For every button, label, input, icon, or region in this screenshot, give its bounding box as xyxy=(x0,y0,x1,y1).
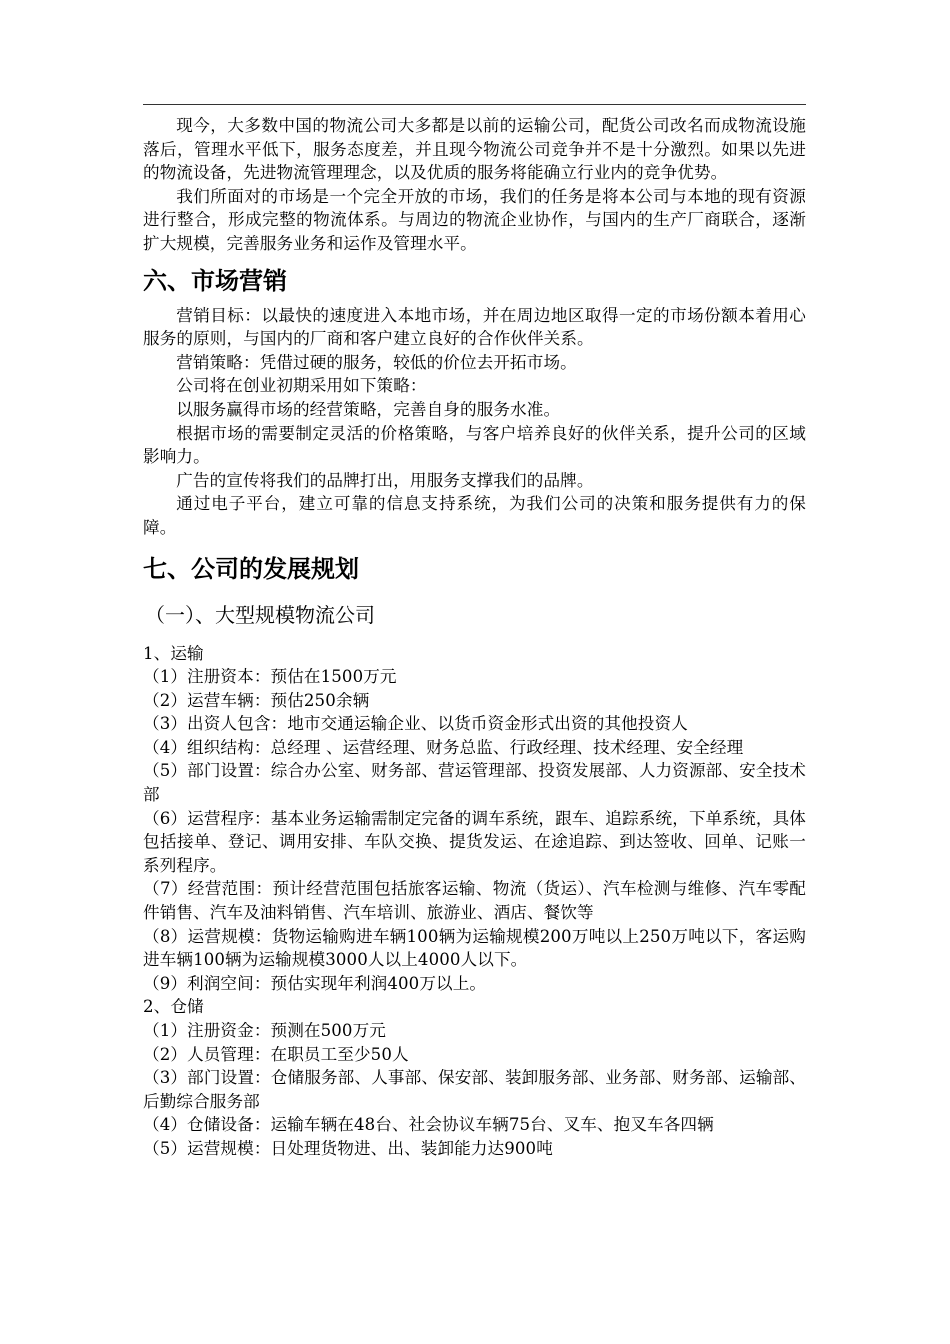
transport-item: （3）出资人包含：地市交通运输企业、以货币资金形式出资的其他投资人 xyxy=(143,714,688,734)
transport-item: （6）运营程序：基本业务运输需制定完备的调车系统，跟车、追踪系统，下单系统，具体包括接单、登记、调用安排、车队交换、提货发运、在途追踪、到达签收、回单、记账一系列程序。 xyxy=(143,808,806,875)
section-heading-marketing: 六、市场营销 xyxy=(143,266,287,295)
storage-item: （1）注册资金：预测在500万元 xyxy=(143,1021,386,1040)
transport-item: （9）利润空间：预估实现年利润400万以上。 xyxy=(143,973,487,993)
header-rule xyxy=(143,104,806,105)
marketing-paragraph: 根据市场的需要制定灵活的价格策略，与客户培养良好的伙伴关系，提升公司的区域影响力。 xyxy=(143,423,806,467)
marketing-paragraph: 广告的宣传将我们的品牌打出，用服务支撑我们的品牌。 xyxy=(176,470,594,490)
storage-item: （5）运营规模：日处理货物进、出、装卸能力达900吨 xyxy=(143,1138,553,1158)
marketing-paragraph: 营销目标：以最快的速度进入本地市场，并在周边地区取得一定的市场份额本着用心服务的原则，与国内的厂商和客户建立良好的合作伙伴关系。 xyxy=(143,305,806,349)
section-heading-development-plan: 七、公司的发展规划 xyxy=(143,554,359,583)
transport-item: （2）运营车辆：预估250余辆 xyxy=(143,690,370,710)
transport-heading: 1、运输 xyxy=(143,643,204,663)
intro-paragraph: 现今，大多数中国的物流公司大多都是以前的运输公司，配货公司改名而成物流设施落后，管理水平低下，服务态度差，并且现今物流公司竞争并不是十分激烈。如果以先进的物流设备，先进物流管理理念，以及优质的服务将能确立行业内的竞争优势。 xyxy=(143,116,806,183)
marketing-paragraph: 公司将在创业初期采用如下策略： xyxy=(176,376,427,396)
subsection-heading-large-logistics: （一）、大型规模物流公司 xyxy=(145,602,375,627)
marketing-paragraph: 营销策略：凭借过硬的服务，较低的价位去开拓市场。 xyxy=(176,352,577,372)
transport-item: （5）部门设置：综合办公室、财务部、营运管理部、投资发展部、人力资源部、安全技术部 xyxy=(143,761,806,805)
transport-item: （7）经营范围：预计经营范围包括旅客运输、物流（货运）、汽车检测与维修、汽车零配件销售、汽车及油料销售、汽车培训、旅游业、酒店、餐饮等 xyxy=(143,879,806,923)
storage-item: （3）部门设置：仓储服务部、人事部、保安部、装卸服务部、业务部、财务部、运输部、后勤综合服务部 xyxy=(143,1068,806,1111)
storage-heading: 2、仓储 xyxy=(143,997,204,1017)
transport-item: （1）注册资本：预估在1500万元 xyxy=(143,667,397,687)
intro-paragraph: 我们所面对的市场是一个完全开放的市场，我们的任务是将本公司与本地的现有资源进行整合，形成完整的物流体系。与周边的物流企业协作，与国内的生产厂商联合，逐渐扩大规模，完善服务业务和运作及管理水平。 xyxy=(143,186,806,253)
marketing-paragraph: 通过电子平台，建立可靠的信息支持系统，为我们公司的决策和服务提供有力的保障。 xyxy=(143,494,806,537)
transport-item: （8）运营规模：货物运输购进车辆100辆为运输规模200万吨以上250万吨以下，客运购进车辆100辆为运输规模3000人以上4000人以下。 xyxy=(143,926,806,970)
storage-item: （2）人员管理：在职员工至少50人 xyxy=(143,1044,409,1064)
storage-item: （4）仓储设备：运输车辆在48台、社会协议车辆75台、叉车、抱叉车各四辆 xyxy=(143,1115,714,1135)
document-content xyxy=(143,114,806,1161)
marketing-paragraph: 以服务赢得市场的经营策略，完善自身的服务水准。 xyxy=(176,399,561,419)
transport-item: （4）组织结构：总经理 、运营经理、财务总监、行政经理、技术经理、安全经理 xyxy=(143,737,744,757)
